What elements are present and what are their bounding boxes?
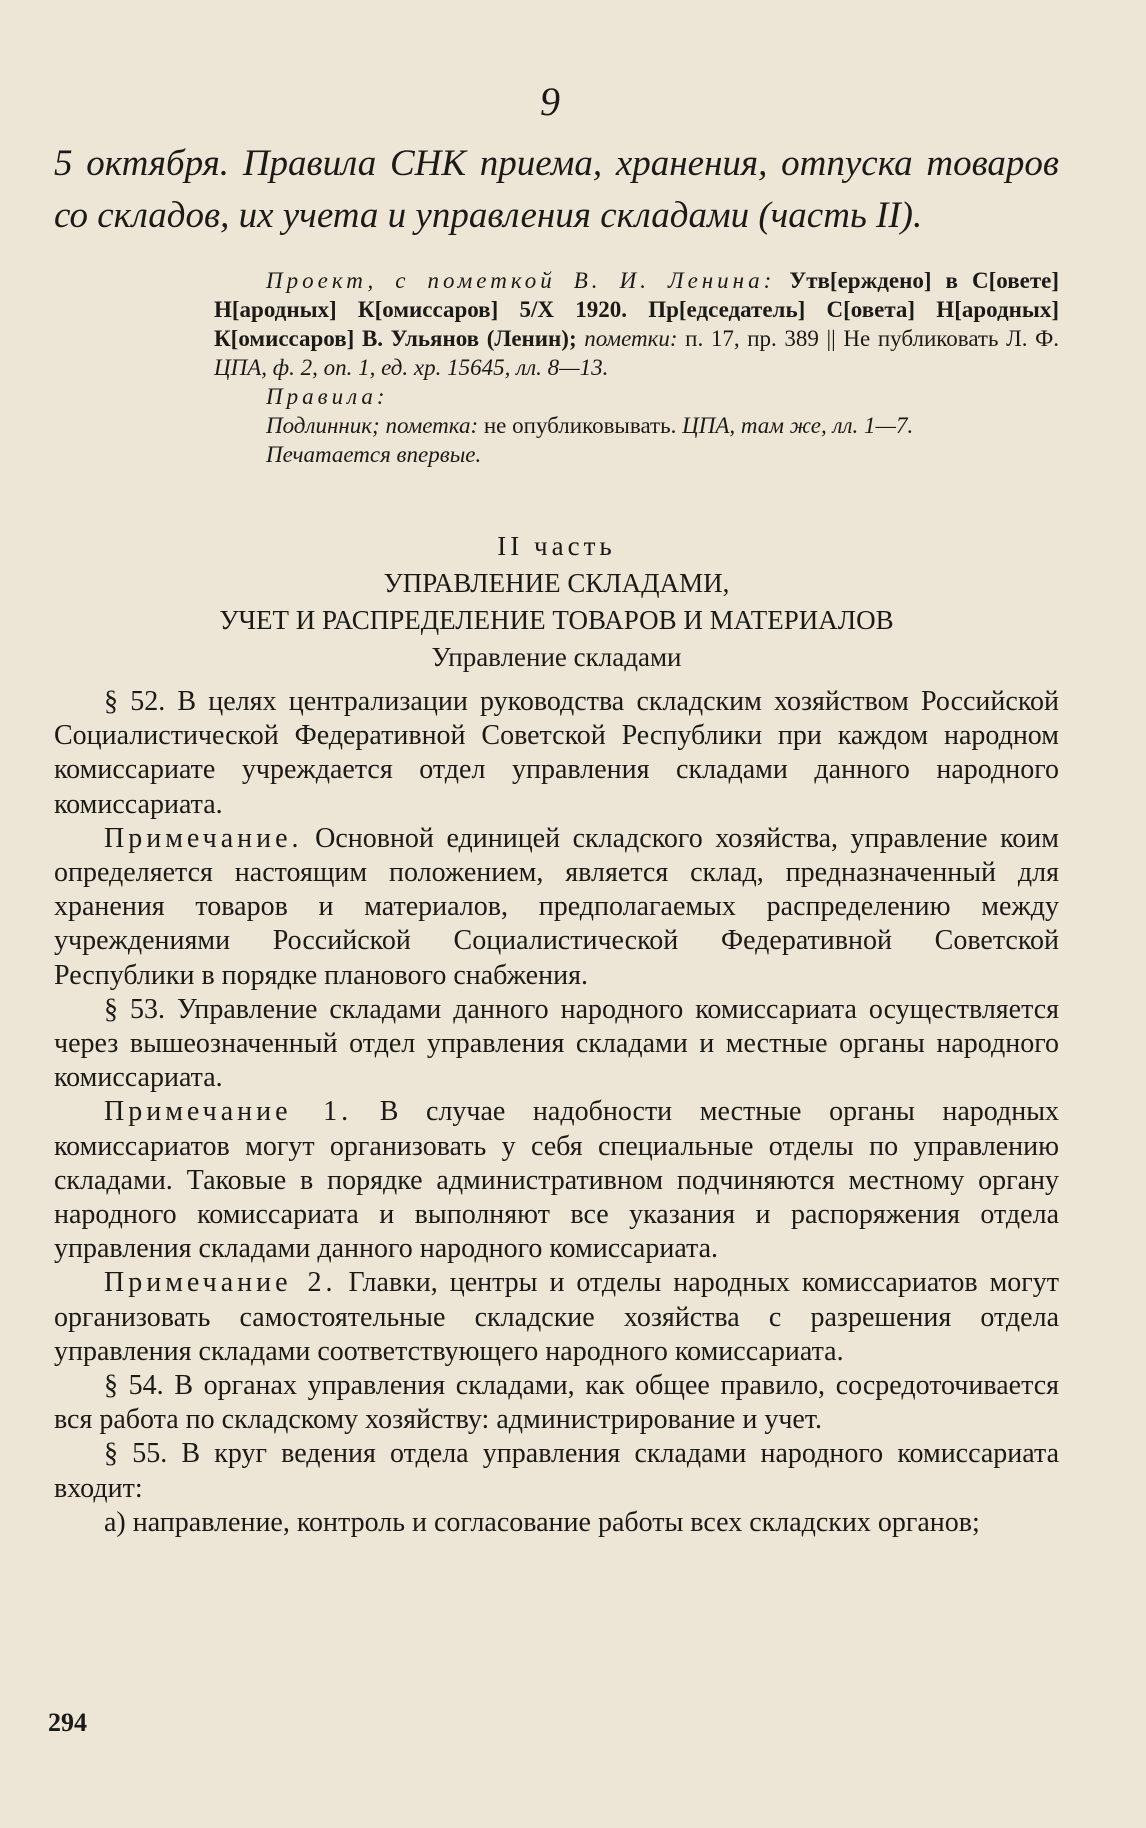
marks-text: п. 17, пр. 389 || Не публиковать Л. Ф. — [685, 326, 1060, 351]
draft-note — [214, 266, 1059, 382]
note2-text: Главки, центры и отделы народных комиссариатов могут организовать самостоятельные складские хозяйства с разрешения отдела управления складами соответствующего народного комиссариата. — [54, 1267, 1060, 1367]
note-52 — [54, 822, 1059, 993]
printed-text: Печатается впервые. — [266, 442, 482, 467]
rules-note — [214, 382, 1059, 411]
body-text — [54, 685, 1059, 1540]
note1-text: В случае надобности местные органы народных комиссариатов могут организовать у себя специальные отделы по управлению складами. Таковые в порядке административном подчиняются местному органу народного комиссариата и выполняют все указания и распоряжения отдела управления складами данного народного комиссариата. — [54, 1096, 1060, 1265]
draft-archive: ЦПА, ф. 2, оп. 1, ед. хр. 15645, лл. 8—13. — [214, 355, 609, 380]
paragraph-54: § 54. В органах управления складами, как общее правило, сосредоточивается вся работа по складскому хозяйству: администрирование и учет. — [54, 1370, 1059, 1436]
note-text: Основной единицей складского хозяйства, управление коим определяется настоящим положением, является склад, предназначенный для хранения товаров и материалов, предполагаемых распределению между учреждениями Российской Социалистической Федеративной Советской Республики в порядке планового снабжения. — [54, 822, 1060, 991]
original-note — [214, 411, 1059, 440]
original-label: Подлинник; пометка: — [266, 413, 479, 438]
note-53-1 — [54, 1095, 1059, 1266]
printed-note — [214, 440, 1059, 469]
page-number: 9 — [540, 79, 560, 124]
original-text: не опубликовывать. — [483, 413, 677, 438]
section-heading-line1: УПРАВЛЕНИЕ СКЛАДАМИ, — [383, 568, 730, 598]
note2-label: Примечание 2. — [104, 1267, 337, 1299]
section-headings — [54, 528, 1059, 676]
note-53-2 — [54, 1266, 1059, 1369]
rules-label: Правила: — [266, 384, 389, 409]
paragraph-52: § 52. В целях централизации руководства складским хозяйством Российской Социалистической Федеративной Советской Республики при каждом народном комиссариате учреждается отдел управления складами данного народного комиссариата. — [54, 686, 1059, 820]
section-heading-line2: УЧЕТ И РАСПРЕДЕЛЕНИЕ ТОВАРОВ И МАТЕРИАЛОВ — [219, 605, 894, 635]
editorial-notes — [214, 266, 1059, 469]
footer-page-number: 294 — [48, 1708, 87, 1737]
paragraph-55: § 55. В круг ведения отдела управления складами народного комиссариата входит: — [54, 1438, 1059, 1504]
original-archive: ЦПА, там же, лл. 1—7. — [682, 413, 914, 438]
subsection-heading: Управление складами — [431, 642, 682, 672]
part-heading: II часть — [497, 531, 616, 561]
note1-label: Примечание 1. — [104, 1096, 353, 1128]
draft-text: Утв[ерждено] в С[овете] Н[ародных] К[омиссаров] 5/X 1920. Пр[едседатель] С[овета] Н[ародных] К[омиссаров] В. Ульянов (Ленин); — [214, 268, 1059, 351]
paragraph-53: § 53. Управление складами данного народного комиссариата осуществляется через вышеозначенный отдел управления складами и местные органы народного комиссариата. — [54, 993, 1059, 1094]
note-label: Примечание. — [104, 822, 303, 854]
draft-label: Проект, с пометкой В. И. Ленина: — [266, 268, 776, 293]
list-item-a: а) направление, контроль и согласование работы всех складских органов; — [104, 1506, 980, 1538]
marks-label: пометки: — [584, 326, 678, 351]
document-title: 5 октября. Правила СНК приема, хранения, отпуска товаров со складов, их учета и управления складами (часть II). — [54, 143, 1059, 236]
